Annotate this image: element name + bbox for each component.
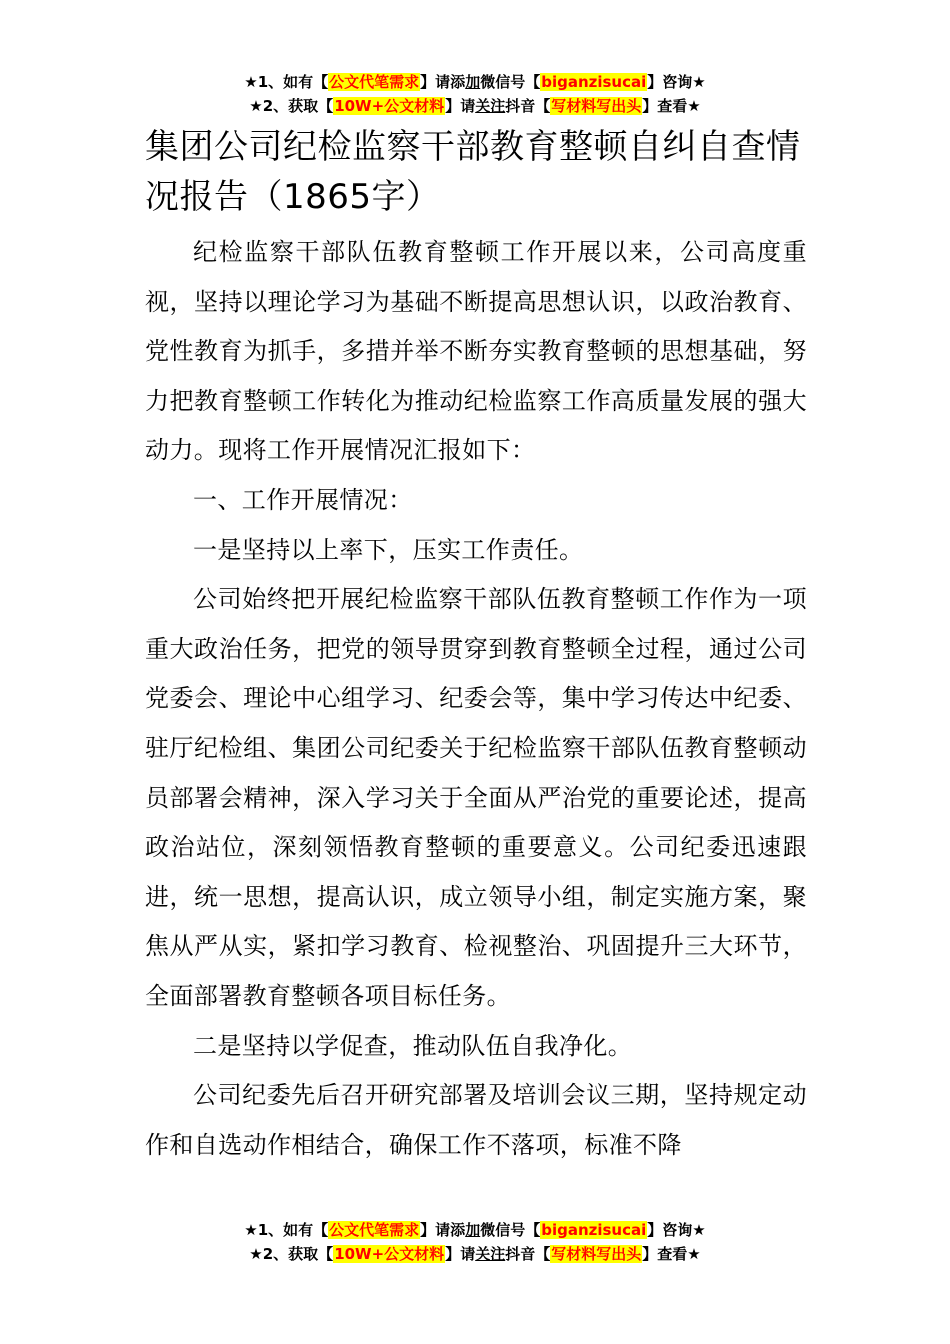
document-content [145, 122, 807, 1170]
banner-highlight-service: 公文代笔需求 [329, 1221, 420, 1239]
banner-highlight-douyin: 写材料写出头 [551, 1245, 642, 1263]
banner-highlight-materials: 10W+公文材料 [334, 97, 445, 115]
banner-highlight-materials: 10W+公文材料 [334, 1245, 445, 1263]
document-title: 集团公司纪检监察干部教育整顿自纠自查情况报告（1865字） [145, 127, 801, 217]
banner-line-2: ★2、获取【10W+公文材料】请关注抖音【写材料写出头】查看★ [249, 97, 701, 115]
banner-highlight-service: 公文代笔需求 [329, 73, 420, 91]
section-heading: 一、工作开展情况： [193, 485, 413, 514]
paragraph-intro: 纪检监察干部队伍教育整顿工作开展以来，公司高度重视，坚持以理论学习为基础不断提高思想认识，以政治教育、党性教育为抓手，多措并举不断夯实教育整顿的思想基础，努力把教育整顿工作转化为推动纪检监察工作高质量发展的强大动力。现将工作开展情况汇报如下： [145, 238, 807, 465]
footer-banner [0, 1218, 950, 1266]
document-body [145, 228, 807, 1170]
banner-line-1: ★1、如有【公文代笔需求】请添加微信号【biganzisucai】咨询★ [244, 1221, 706, 1239]
banner-highlight-wechat-id: biganzisucai [541, 1221, 647, 1239]
paragraph-2: 公司纪委先后召开研究部署及培训会议三期，坚持规定动作和自选动作相结合，确保工作不落项，标准不降 [145, 1081, 807, 1159]
subheading-1: 一是坚持以上率下，压实工作责任。 [193, 535, 584, 564]
banner-highlight-douyin: 写材料写出头 [551, 97, 642, 115]
banner-highlight-wechat-id: biganzisucai [541, 73, 647, 91]
banner-line-2: ★2、获取【10W+公文材料】请关注抖音【写材料写出头】查看★ [249, 1245, 701, 1263]
header-banner [0, 70, 950, 118]
banner-line-1: ★1、如有【公文代笔需求】请添加微信号【biganzisucai】咨询★ [244, 73, 706, 91]
paragraph-1: 公司始终把开展纪检监察干部队伍教育整顿工作作为一项重大政治任务，把党的领导贯穿到教育整顿全过程，通过公司党委会、理论中心组学习、纪委会等，集中学习传达中纪委、驻厅纪检组、集团公司纪委关于纪检监察干部队伍教育整顿动员部署会精神，深入学习关于全面从严治党的重要论述，提高政治站位，深刻领悟教育整顿的重要意义。公司纪委迅速跟进，统一思想，提高认识，成立领导小组，制定实施方案，聚焦从严从实，紧扣学习教育、检视整治、巩固提升三大环节，全面部署教育整顿各项目标任务。 [145, 585, 807, 1010]
subheading-2: 二是坚持以学促查，推动队伍自我净化。 [193, 1031, 633, 1060]
